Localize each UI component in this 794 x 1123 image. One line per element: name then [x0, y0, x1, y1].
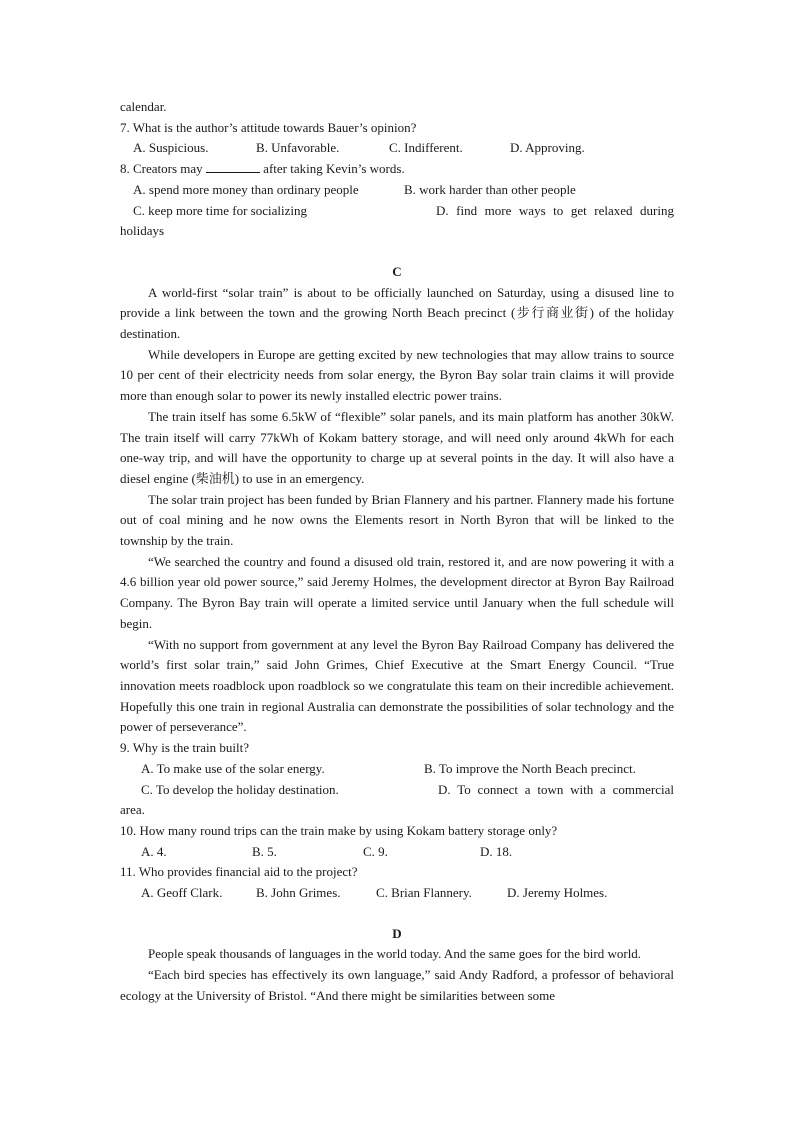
q7-option-c: C. Indifferent.	[389, 140, 463, 156]
q9-option-b: B. To improve the North Beach precinct.	[424, 760, 636, 776]
question-11-options	[120, 883, 674, 904]
passage-d-paragraph: “Each bird species has effectively its own language,” said Andy Radford, a professor of behavioral ecology at the University of Bristol. “And there might be similarities between some	[120, 967, 674, 1003]
q10-option-d: D. 18.	[480, 843, 513, 859]
passage-c-heading: C	[392, 263, 402, 279]
passage-c-paragraph: The solar train project has been funded by Brian Flannery and his partner. Flannery made his fortune out of coal mining and he now owns the Elements resort in North Byron that will be linked to the township by the train.	[120, 491, 674, 549]
passage-c-paragraph: While developers in Europe are getting excited by new technologies that may allow trains to source 10 per cent of their electricity needs from solar energy, the Byron Bay solar train claims it will provide more than enough solar to power its newly installed electric power trains.	[120, 346, 674, 404]
passage-d-heading: D	[392, 925, 402, 941]
q8-stem-before: 8. Creators may	[120, 161, 203, 177]
q8-option-b: B. work harder than other people	[404, 181, 576, 197]
q11-option-d: D. Jeremy Holmes.	[507, 885, 608, 901]
document-page	[120, 97, 674, 1007]
q11-option-c: C. Brian Flannery.	[376, 885, 472, 901]
passage-c-paragraph: A world-first “solar train” is about to be officially launched on Saturday, using a disused line to provide a link between the town and the growing North Beach precinct (步行商业街) of the holiday destination.	[120, 284, 674, 342]
q9-option-d: D. To connect a town with a commercial area.	[120, 781, 674, 818]
passage-c-paragraph: “We searched the country and found a disused old train, restored it, and are now powering it with a 4.6 billion year old power source,” said Jeremy Holmes, the development director at Byron Bay Railroad Company. The Byron Bay train will operate a limited service until January when the full schedule will begin.	[120, 553, 674, 631]
question-7-options	[120, 138, 674, 159]
passage-c-paragraph: “With no support from government at any level the Byron Bay Railroad Company has delivered the world’s first solar train,” said John Grimes, Chief Executive at the Smart Energy Council. “True innovation meets roadblock upon roadblock so we congratulate this team on their incredible achievement. Hopefully this one train in regional Australia can demonstrate the possibilities of solar technology and the power of perseverance”.	[120, 636, 674, 735]
question-10-options	[120, 842, 674, 863]
question-9-options-row1	[120, 759, 674, 780]
question-8-options-row1	[120, 180, 674, 201]
prev-passage-tail: calendar.	[120, 99, 167, 114]
q9-option-a: A. To make use of the solar energy.	[141, 760, 325, 776]
question-11-stem: 11. Who provides financial aid to the project?	[120, 864, 358, 880]
q10-option-c: C. 9.	[363, 843, 388, 859]
q8-option-d: D. find more ways to get relaxed during holidays	[120, 202, 674, 239]
q9-option-c: C. To develop the holiday destination.	[141, 781, 339, 797]
question-9-stem: 9. Why is the train built?	[120, 740, 250, 756]
passage-c-paragraph: The train itself has some 6.5kW of “flexible” solar panels, and its main platform has another 30kW. The train itself will carry 77kWh of Kokam battery storage, and will need only around 4kWh for each one-way trip, and will have the opportunity to charge up at several points in the day. It will also have a diesel engine (柴油机) to use in an emergency.	[120, 408, 674, 486]
q8-option-a: A. spend more money than ordinary people	[133, 181, 359, 197]
q7-option-d: D. Approving.	[510, 140, 585, 156]
passage-d-paragraph: People speak thousands of languages in the world today. And the same goes for the bird world.	[148, 946, 642, 962]
q8-stem-after: after taking Kevin’s words.	[263, 161, 405, 177]
q10-option-b: B. 5.	[252, 843, 277, 859]
q7-option-b: B. Unfavorable.	[256, 140, 340, 156]
q11-option-b: B. John Grimes.	[256, 885, 341, 901]
question-10-stem: 10. How many round trips can the train make by using Kokam battery storage only?	[120, 822, 558, 838]
q10-option-a: A. 4.	[141, 843, 167, 859]
q8-answer-blank	[206, 160, 260, 173]
q11-option-a: A. Geoff Clark.	[141, 885, 223, 901]
q8-option-c: C. keep more time for socializing	[133, 202, 308, 218]
q7-option-a: A. Suspicious.	[133, 140, 209, 156]
question-8-stem	[120, 159, 674, 180]
question-7-stem: 7. What is the author’s attitude towards Bauer’s opinion?	[120, 119, 417, 135]
